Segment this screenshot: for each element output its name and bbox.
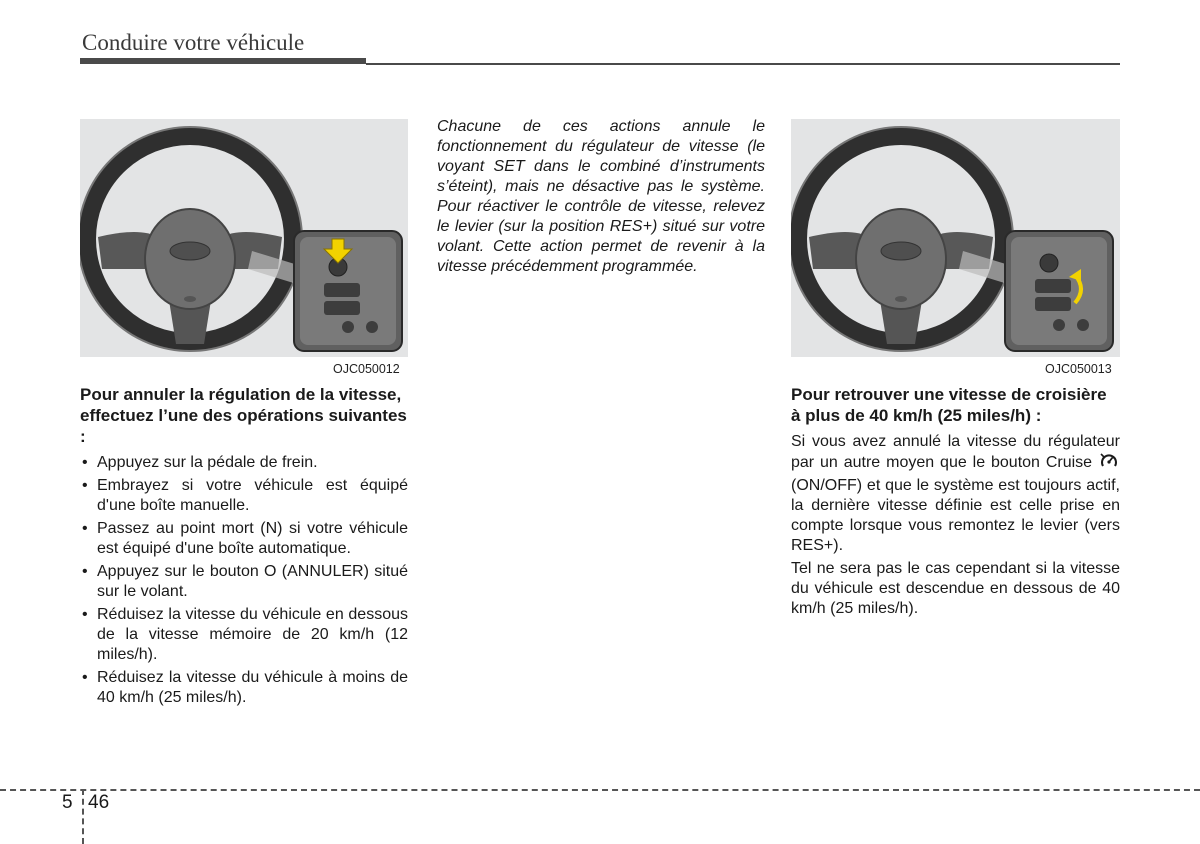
steering-wheel-resume-illustration	[791, 119, 1120, 357]
list-item: • Appuyez sur le bouton O (ANNULER) situé sur le volant.	[80, 562, 408, 602]
resume-text-after-icon: (ON/OFF) et que le système est toujours actif, la dernière vitesse définie est celle prise en compte lorsque vous remontez le levier (vers RES+).	[791, 477, 1120, 554]
footer-divider	[82, 789, 84, 844]
page-header-title: Conduire votre véhicule	[82, 30, 305, 55]
header-rule-thin	[366, 63, 1120, 65]
middle-column	[437, 117, 765, 277]
cancel-heading: Pour annuler la régulation de la vitesse, effectuez l’une des opérations suivantes :	[80, 385, 407, 446]
cancel-note: Chacune de ces actions annule le fonctionnement du régulateur de vitesse (le voyant SET dans le combiné d’instruments s’éteint), mais ne désactive pas le système. Pour réactiver le contrôle de vitesse, relevez le levier (sur la position RES+) situé sur votre volant. Cette action permet de revenir à la vitesse précédemment programmée.	[437, 118, 765, 275]
resume-paragraph-2: Tel ne sera pas le cas cependant si la vitesse du véhicule est descendue en dessous de 40 km/h (25 miles/h).	[791, 560, 1120, 617]
cancel-actions-list	[80, 453, 408, 708]
cruise-control-icon	[1100, 452, 1118, 476]
steering-wheel-figure-left	[80, 119, 408, 357]
list-item: • Passez au point mort (N) si votre véhicule est équipé d'une boîte automatique.	[80, 519, 408, 559]
steering-wheel-figure-right	[791, 119, 1120, 357]
resume-paragraph-1	[791, 432, 1120, 556]
right-column	[791, 384, 1120, 622]
section-number: 5	[62, 792, 73, 813]
resume-text-before-icon: Si vous avez annulé la vitesse du régulateur par un autre moyen que le bouton Cruise	[791, 433, 1120, 471]
list-item: • Embrayez si votre véhicule est équipé d'une boîte manuelle.	[80, 476, 408, 516]
header-rule-thick	[80, 58, 366, 64]
figure-code-right: OJC050013	[1045, 362, 1112, 376]
steering-wheel-cancel-illustration	[80, 119, 408, 357]
list-item: • Réduisez la vitesse du véhicule à moins de 40 km/h (25 miles/h).	[80, 668, 408, 708]
left-column	[80, 384, 408, 711]
page-number: 46	[88, 792, 110, 813]
figure-code-left: OJC050012	[333, 362, 400, 376]
resume-heading: Pour retrouver une vitesse de croisière à plus de 40 km/h (25 miles/h) :	[791, 385, 1107, 425]
footer-rule	[0, 789, 1200, 791]
list-item: • Réduisez la vitesse du véhicule en dessous de la vitesse mémoire de 20 km/h (12 miles/h).	[80, 605, 408, 665]
list-item: • Appuyez sur la pédale de frein.	[80, 453, 408, 473]
